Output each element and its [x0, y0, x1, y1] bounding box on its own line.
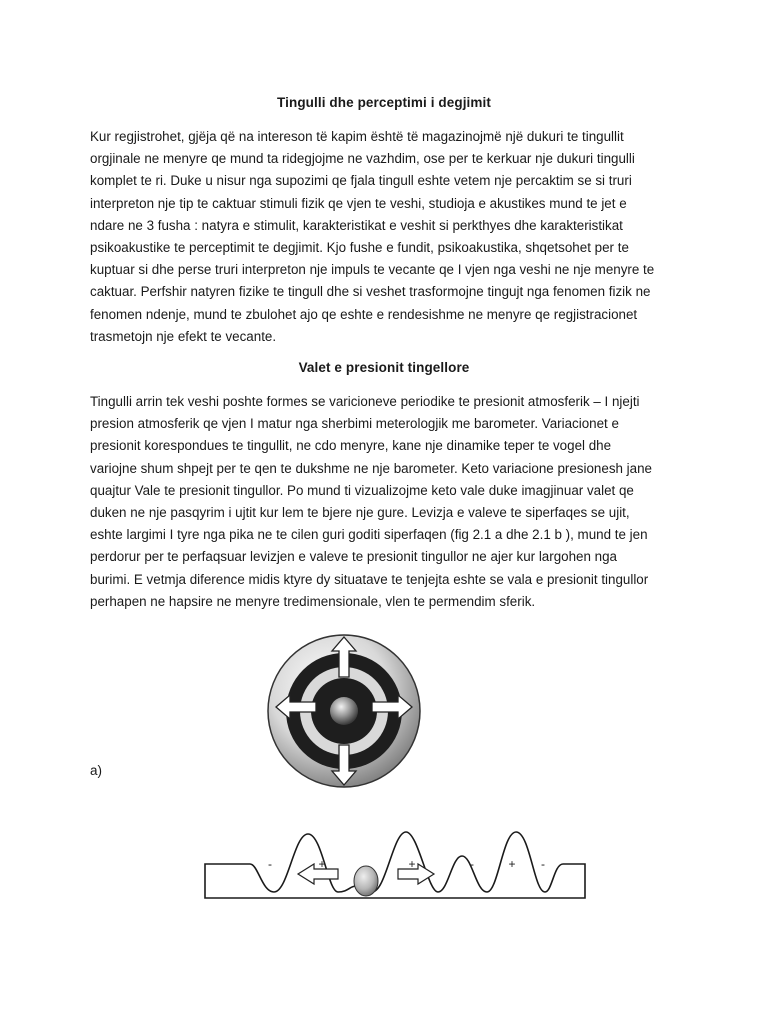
- wave-sign: +: [408, 857, 416, 871]
- text-line: perhapen ne hapsire ne menyre tredimensionale, vlen te permendim sferik.: [90, 593, 536, 609]
- text-line: interpreton nje tip te caktuar stimuli fizik qe vjen te veshi, studioja e akustikes mund te jet e: [90, 195, 627, 211]
- wave-sign: +: [318, 857, 326, 871]
- center-stone: [330, 697, 358, 725]
- text-line: kuptuar si dhe perse truri interpreton nje impuls te vecante qe I vjen nga veshi ne nje menyre te: [90, 262, 655, 278]
- text-line: caktuar. Perfshir natyren fizike te tingull dhe si veshet trasformojne tingujt nga fenomen fizik ne: [90, 284, 651, 300]
- text-line: orgjinale ne menyre qe mund ta ridegjojme ne vazhdim, ose per te kerkuar nje dukuri tingulli: [90, 151, 635, 167]
- text-line: trasmetojn nje efekt te vecante.: [90, 328, 277, 344]
- text-line: fenomen ndenje, mund te zbulohet ajo qe eshte e rendesishme ne menyre qe regjistracionet: [90, 306, 638, 322]
- paragraph-pressure-waves: [90, 391, 690, 613]
- text-line: komplet te ri. Duke u nisur nga supozimi qe fjala tingull eshte vetem nje percaktim se si truri: [90, 173, 632, 189]
- wave-cross-section-figure: [200, 826, 590, 904]
- text-line: perdorur per te perfaqsuar levizjen e valeve te presionit tingullor ne ajer kur largohen nga: [90, 549, 618, 565]
- text-line: presion atmosferik qe vjen I matur nga sherbimi meterologjik me barometer. Variacionet e: [90, 416, 619, 432]
- text-line: presionit korespondues te tingullit, ne cdo menyre, kane nje dinamike teper te vogel dhe: [90, 438, 612, 454]
- text-line: quajtur Vale te presionit tingullor. Po mund ti vizualizojme keto vale duke imagjinuar valet qe: [90, 482, 634, 498]
- page-title: Tingulli dhe perceptimi i degjimit: [277, 95, 491, 110]
- text-line: burimi. E vetmja diference midis ktyre dy situatave te tenjejta eshte se vala e presionit tingullor: [90, 571, 649, 587]
- text-line: variojne shum shpejt per te qen te dukshme ne nje barometer. Keto variacione presionesh jane: [90, 460, 653, 476]
- stone-icon: [354, 866, 378, 896]
- wave-sign: -: [470, 857, 474, 871]
- concentric-wave-figure: [266, 633, 422, 789]
- figure-label-a: a): [90, 763, 103, 778]
- text-line: Kur regjistrohet, gjëja që na intereson të kapim është të magazinojmë një dukuri te tingullit: [90, 129, 624, 144]
- water-surface-wave: [205, 832, 585, 898]
- section-heading: Valet e presionit tingellore: [298, 360, 470, 375]
- wave-sign: -: [541, 857, 545, 871]
- text-line: ndare ne 3 fusha : natyra e stimulit, karakteristikat e veshit si perkthyes dhe karakteristikat: [90, 217, 623, 233]
- wave-sign: -: [268, 857, 272, 871]
- paragraph-intro: [90, 126, 690, 348]
- text-line: Tingulli arrin tek veshi poshte formes se varicioneve periodike te presionit atmosferik – I njejti: [90, 394, 640, 409]
- text-line: eshte largimi I tyre nga pika ne te cilen guri goditi siperfaqen (fig 2.1 a dhe 2.1 b ), mund te jen: [90, 527, 648, 543]
- wave-sign: +: [508, 857, 516, 871]
- arrow-right-icon: [398, 864, 434, 884]
- text-line: psikoakustike te perceptimit te degjimit. Kjo fushe e fundit, psikoakustika, shqetsohet per te: [90, 240, 629, 256]
- text-line: duken ne nje pasqyrim i ujtit kur lem te bjere nje gure. Levizja e valeve te siperfaqes se ujit,: [90, 505, 630, 521]
